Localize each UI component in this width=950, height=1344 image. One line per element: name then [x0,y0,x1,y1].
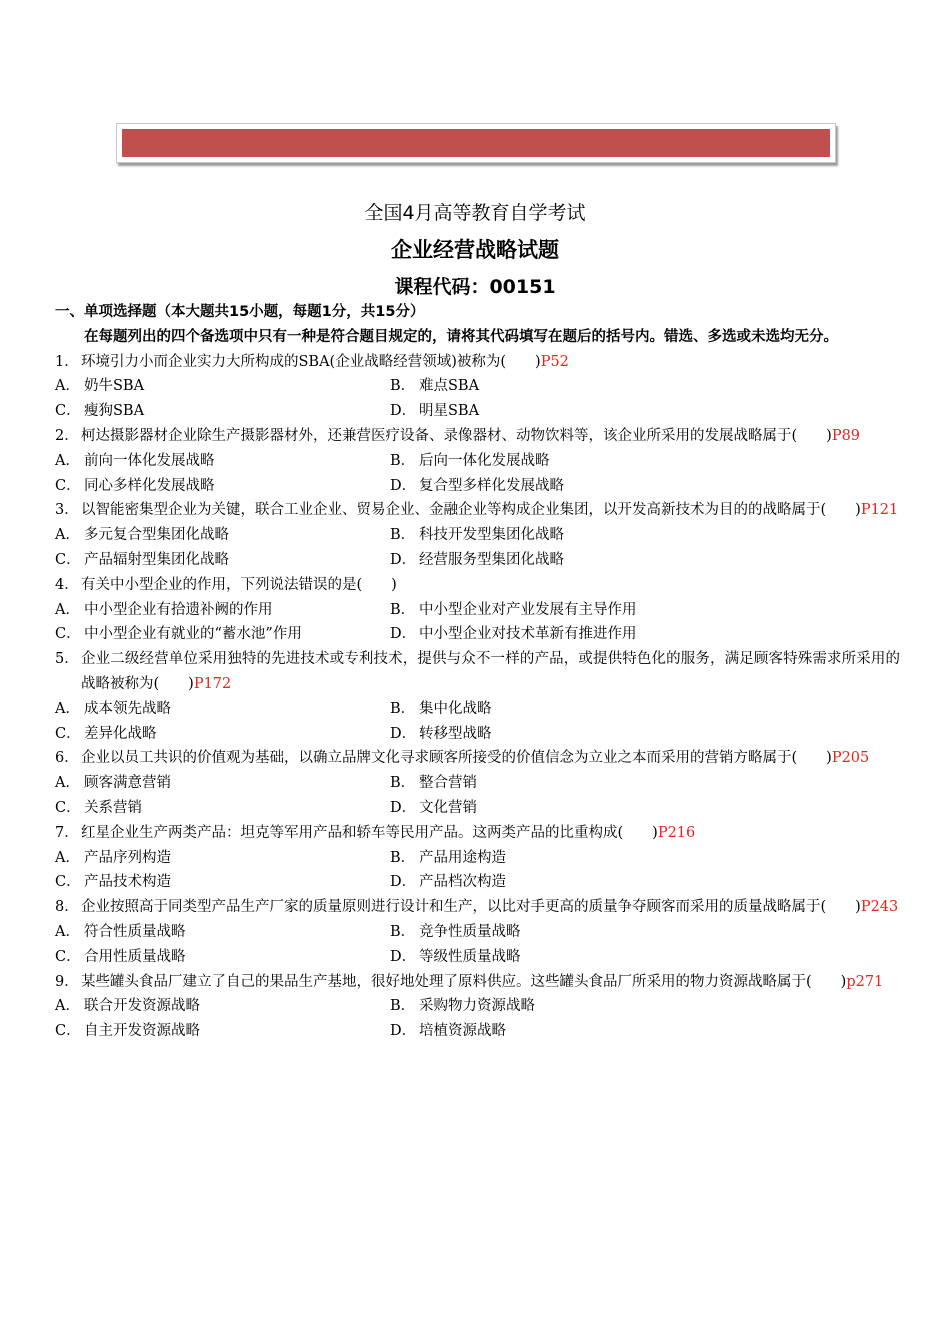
option-letter: C． [55,1023,81,1040]
option-letter: D． [390,1023,417,1040]
answer-option [390,846,890,871]
answer-option [390,1019,890,1044]
answer-option [55,548,390,573]
section-instruction: 在每题列出的四个备选项中只有一种是符合题目规定的，请将其代码填写在题后的括号内。错选、多选或未选均无分。 [84,328,838,345]
option-text: 自主开发资源战略 [84,1023,200,1040]
option-letter: D． [390,725,417,742]
option-grid [55,374,900,424]
answer-option [390,994,890,1019]
option-text: 奶牛SBA [84,378,145,395]
option-letter: B． [390,998,416,1015]
course-code: 课程代码：00151 [394,276,556,298]
option-text: 采购物力资源战略 [419,998,535,1015]
answer-option [390,399,890,424]
question-item [55,895,900,920]
question-stem: 某些罐头食品厂建立了自己的果品生产基地，很好地处理了原料供应。这些罐头食品厂所采用的物力资源战略属于( ) [81,973,847,990]
answer-option [55,1019,390,1044]
option-text: 同心多样化发展战略 [84,477,215,494]
page-reference: P52 [540,353,569,370]
answer-option [55,846,390,871]
answer-option [55,920,390,945]
question-item [55,821,900,846]
question-text [81,746,900,771]
option-letter: D． [390,551,417,568]
question-stem: 环境引力小而企业实力大所构成的SBA(企业战略经营领域)被称为( ) [81,353,541,370]
answer-option [55,722,390,747]
option-text: 符合性质量战略 [84,923,186,940]
answer-option [390,523,890,548]
option-text: 瘦狗SBA [84,403,145,420]
option-letter: C． [55,874,81,891]
option-text: 成本领先战略 [84,700,171,717]
answer-option [55,374,390,399]
option-text: 产品技术构造 [84,874,171,891]
answer-option [55,399,390,424]
option-text: 中小型企业有就业的“蓄水池”作用 [84,626,302,643]
question-stem: 企业二级经营单位采用独特的先进技术或专利技术，提供与众不一样的产品，或提供特色化的服务，满足顾客特殊需求所采用的战略被称为( ) [81,651,900,692]
question-stem: 柯达摄影器材企业除生产摄影器材外，还兼营医疗设备、录像器材、动物饮料等，该企业所采用的发展战略属于( ) [81,427,832,444]
option-letter: D． [390,626,417,643]
exam-title: 全国4月高等教育自学考试 [364,202,586,224]
option-letter: C． [55,725,81,742]
question-number: 9． [55,973,79,990]
question-item [55,424,900,449]
answer-option [55,449,390,474]
question-number: 5． [55,651,79,668]
option-text: 中小型企业有拾遗补阙的作用 [84,601,273,618]
option-text: 难点SBA [419,378,480,395]
option-letter: D． [390,403,417,420]
option-letter: B． [390,378,416,395]
question-item [55,573,900,598]
option-text: 产品辐射型集团化战略 [84,551,229,568]
option-letter: C． [55,948,81,965]
question-number: 3． [55,502,79,519]
option-letter: A． [55,527,80,544]
option-letter: B． [390,700,416,717]
option-letter: B． [390,923,416,940]
answer-option [390,920,890,945]
answer-option [55,523,390,548]
option-text: 产品序列构造 [84,849,171,866]
option-letter: A． [55,849,80,866]
question-number: 1． [55,353,79,370]
answer-option [390,771,890,796]
option-text: 多元复合型集团化战略 [84,527,229,544]
answer-option [390,598,890,623]
answer-option [390,449,890,474]
option-text: 等级性质量战略 [419,948,521,965]
option-text: 中小型企业对产业发展有主导作用 [419,601,637,618]
answer-option [55,598,390,623]
option-letter: A． [55,378,80,395]
question-number: 6． [55,750,79,767]
question-stem: 企业以员工共识的价值观为基础，以确立品牌文化寻求顾客所接受的价值信念为立业之本而采用的营销方略属于( ) [81,750,832,767]
option-letter: A． [55,775,80,792]
option-letter: D． [390,799,417,816]
page-reference: P216 [657,824,696,841]
answer-option [55,945,390,970]
question-stem: 红星企业生产两类产品：坦克等军用产品和轿车等民用产品。这两类产品的比重构成( ) [81,824,658,841]
answer-option [55,697,390,722]
question-content [55,300,900,1044]
option-text: 差异化战略 [84,725,157,742]
question-item [55,970,900,995]
question-text [81,895,900,920]
option-text: 产品用途构造 [419,849,506,866]
answer-option [390,697,890,722]
option-text: 中小型企业对技术革新有推进作用 [419,626,637,643]
question-number: 2． [55,427,79,444]
option-letter: C． [55,403,81,420]
answer-option [55,870,390,895]
question-text [81,647,900,697]
page-reference: P89 [831,427,861,444]
question-number: 8． [55,899,79,916]
answer-option [390,622,890,647]
question-number: 7． [55,824,79,841]
header-banner [116,123,836,163]
question-text [81,970,900,995]
answer-option [55,796,390,821]
question-item [55,647,900,697]
option-text: 竞争性质量战略 [419,923,521,940]
question-text [81,350,900,375]
answer-option [55,622,390,647]
option-letter: B． [390,601,416,618]
option-text: 转移型战略 [419,725,492,742]
option-letter: A． [55,998,80,1015]
page-reference: p271 [846,973,884,990]
option-text: 前向一体化发展战略 [84,452,215,469]
option-text: 科技开发型集团化战略 [419,527,564,544]
answer-option [55,994,390,1019]
option-letter: C． [55,551,81,568]
option-text: 联合开发资源战略 [84,998,200,1015]
page-reference: P205 [831,750,870,767]
answer-option [55,474,390,499]
option-grid [55,771,900,821]
answer-option [390,945,890,970]
option-letter: A． [55,452,80,469]
answer-option [390,870,890,895]
option-letter: B． [390,775,416,792]
option-text: 明星SBA [419,403,480,420]
question-stem: 有关中小型企业的作用，下列说法错误的是( ) [81,576,397,593]
question-text [81,498,900,523]
option-letter: C． [55,477,81,494]
option-letter: A． [55,923,80,940]
option-text: 关系营销 [84,799,142,816]
page-reference: P172 [193,675,232,692]
option-text: 经营服务型集团化战略 [419,551,564,568]
answer-option [390,374,890,399]
option-letter: A． [55,601,80,618]
option-text: 复合型多样化发展战略 [419,477,564,494]
answer-option [55,771,390,796]
question-item [55,350,900,375]
page-reference: P121 [860,502,899,519]
option-letter: D． [390,948,417,965]
option-grid [55,598,900,648]
answer-option [390,722,890,747]
section-title: 一、单项选择题（本大题共15小题，每题1分，共15分） [55,304,425,320]
option-letter: A． [55,700,80,717]
option-letter: B． [390,452,416,469]
question-stem: 以智能密集型企业为关键，联合工业企业、贸易企业、金融企业等构成企业集团，以开发高新技术为目的的战略属于( ) [81,502,861,519]
option-text: 后向一体化发展战略 [419,452,550,469]
question-number: 4． [55,576,79,593]
option-text: 顾客满意营销 [84,775,171,792]
option-letter: B． [390,527,416,544]
question-stem: 企业按照高于同类型产品生产厂家的质量原则进行设计和生产，以比对手更高的质量争夺顾客而采用的质量战略属于( ) [81,899,861,916]
option-text: 培植资源战略 [419,1023,506,1040]
subject-title: 企业经营战略试题 [391,238,559,262]
option-letter: D． [390,874,417,891]
question-text [81,424,900,449]
header-banner-fill [122,129,830,157]
option-grid [55,697,900,747]
option-letter: B． [390,849,416,866]
option-grid [55,920,900,970]
page-reference: P243 [860,899,899,916]
question-text [81,821,900,846]
option-text: 集中化战略 [419,700,492,717]
answer-option [390,548,890,573]
option-grid [55,449,900,499]
question-item [55,746,900,771]
answer-option [390,474,890,499]
question-list [55,350,900,1044]
answer-option [390,796,890,821]
option-letter: C． [55,799,81,816]
option-text: 产品档次构造 [419,874,506,891]
option-grid [55,994,900,1044]
option-letter: D． [390,477,417,494]
option-grid [55,523,900,573]
option-text: 整合营销 [419,775,477,792]
option-text: 合用性质量战略 [84,948,186,965]
question-text [81,573,900,598]
option-grid [55,846,900,896]
option-text: 文化营销 [419,799,477,816]
option-letter: C． [55,626,81,643]
question-item [55,498,900,523]
